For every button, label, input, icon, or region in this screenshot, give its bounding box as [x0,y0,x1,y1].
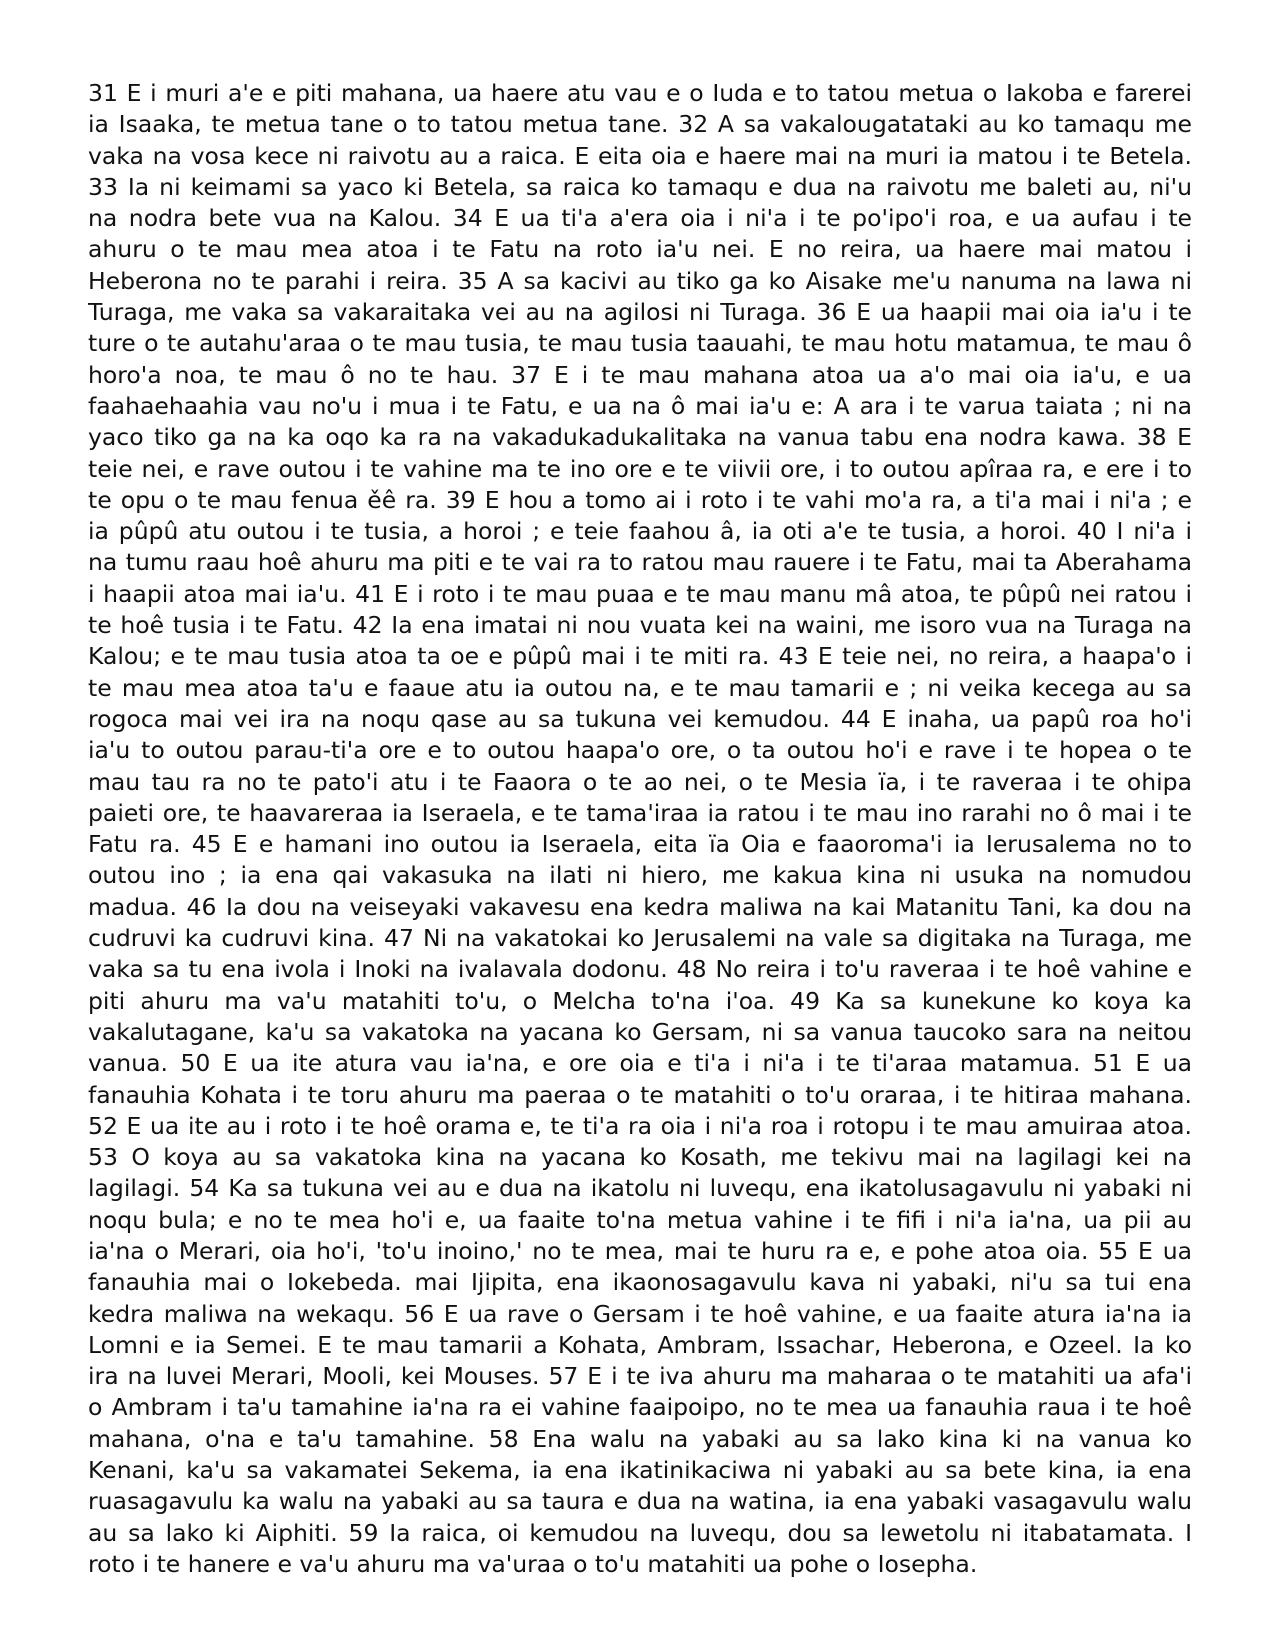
text-line: ia pûpû atu outou i te tusia, a horoi ; e teie faahou â, ia oti a'e te tusia, a horoi. 40 I ni'a i [88,517,1192,546]
text-line: lagilagi. 54 Ka sa tukuna vei au e dua na ikatolu ni luvequ, ena ikatolusagavulu ni yabaki ni [88,1174,1192,1203]
text-line: Kalou; e te mau tusia atoa ta oe e pûpû mai i te miti ra. 43 E teie nei, no reira, a haapa'o i [88,642,1192,671]
text-line: kedra maliwa na wekaqu. 56 E ua rave o Gersam i te hoê vahine, e ua faaite atura ia'na ia [88,1299,1192,1328]
text-line: outou ino ; ia ena qai vakasuka na ilati ni hiero, me kakua kina ni usuka na nomudou [88,861,1192,890]
text-line: au sa lako ki Aiphiti. 59 Ia raica, oi kemudou na luvequ, dou sa lewetolu ni itabatamata. I [88,1518,1192,1547]
text-line: Kenani, ka'u sa vakamatei Sekema, ia ena ikatinikaciwa ni yabaki au sa bete kina, ia ena [88,1456,1192,1485]
text-line: ruasagavulu ka walu na yabaki au sa taura e dua na watina, ia ena yabaki vasagavulu walu [88,1487,1192,1516]
text-line: noqu bula; e no te mea ho'i e, ua faaite to'na metua vahine i te fifi i ni'a ia'na, ua pii au [88,1205,1192,1234]
text-line: ia'na o Merari, oia ho'i, 'to'u inoino,' no te mea, mai te huru ra e, e pohe atoa oia. 55 E ua [88,1236,1192,1265]
text-line: 53 O koya au sa vakatoka kina na yacana ko Kosath, me tekivu mai na lagilagi kei na [88,1143,1192,1172]
text-line: te hoê tusia i te Fatu. 42 Ia ena imatai ni nou vuata kei na waini, me isoro vua na Turaga na [88,611,1192,640]
text-line: piti ahuru ma va'u matahiti to'u, o Melcha to'na i'oa. 49 Ka sa kunekune ko koya ka [88,986,1192,1015]
text-line: vakalutagane, ka'u sa vakatoka na yacana ko Gersam, ni sa vanua taucoko sara na neitou [88,1017,1192,1046]
text-line: Turaga, me vaka sa vakaraitaka vei au na agilosi ni Turaga. 36 E ua haapii mai oia ia'u i te [88,298,1192,327]
text-line: na tumu raau hoê ahuru ma piti e te vai ra to ratou mau rauere i te Fatu, mai ta Aberahama [88,548,1192,577]
text-line: roto i te hanere e va'u ahuru ma va'uraa o to'u matahiti ua pohe o Iosepha. [88,1549,978,1578]
text-line: rogoca mai vei ira na noqu qase au sa tukuna vei kemudou. 44 E inaha, ua papû roa ho'i [88,704,1192,733]
text-line: horo'a noa, te mau ô no te hau. 37 E i te mau mahana atoa ua a'o mai oia ia'u, e ua [88,360,1192,389]
text-line: madua. 46 Ia dou na veiseyaki vakavesu ena kedra maliwa na kai Matanitu Tani, ka dou na [88,892,1192,921]
text-line: ira na luvei Merari, Mooli, kei Mouses. 57 E i te iva ahuru ma maharaa o te matahiti ua afa'i [88,1362,1192,1391]
text-line: teie nei, e rave outou i te vahine ma te ino ore e te viivii ore, i to outou apîraa ra, e ere i to [88,454,1192,483]
text-line: Fatu ra. 45 E e hamani ino outou ia Iseraela, eita ïa Oia e faaoroma'i ia Ierusalema no to [88,830,1192,859]
text-line: 33 Ia ni keimami sa yaco ki Betela, sa raica ko tamaqu e dua na raivotu me baleti au, ni'u [88,172,1192,201]
text-line: o Ambram i ta'u tamahine ia'na ra ei vahine faaipoipo, no te mea ua fanauhia raua i te hoê [88,1393,1192,1422]
text-line: cudruvi ka cudruvi kina. 47 Ni na vakatokai ko Jerusalemi na vale sa digitaka na Turaga, me [88,924,1192,953]
text-line: ture o te autahu'araa o te mau tusia, te mau tusia taauahi, te mau hotu matamua, te mau ô [88,329,1192,358]
text-line: yaco tiko ga na ka oqo ka ra na vakadukadukalitaka na vanua tabu ena nodra kawa. 38 E [88,423,1192,452]
text-line: vaka na vosa kece ni raivotu au a raica. E eita oia e haere mai na muri ia matou i te Betela. [88,141,1192,170]
text-line: ia Isaaka, te metua tane o to tatou metua tane. 32 A sa vakalougatataki au ko tamaqu me [88,110,1192,139]
text-line: mau tau ra no te pato'i atu i te Faaora o te ao nei, o te Mesia ïa, i te raveraa i te ohipa [88,767,1192,796]
text-line: ia'u to outou parau-ti'a ore e to outou haapa'o ore, o ta outou ho'i e rave i te hopea o te [88,736,1192,765]
text-line: faahaehaahia vau no'u i mua i te Fatu, e ua na ô mai ia'u e: A ara i te varua taiata ; ni na [88,391,1192,420]
text-line: Lomni e ia Semei. E te mau tamarii a Kohata, Ambram, Issachar, Heberona, e Ozeel. Ia ko [88,1330,1192,1359]
text-line: vaka sa tu ena ivola i Inoki na ivalavala dodonu. 48 No reira i to'u raveraa i te hoê vahine e [88,955,1192,984]
text-line: i haapii atoa mai ia'u. 41 E i roto i te mau puaa e te mau manu mâ atoa, te pûpû nei ratou i [88,579,1192,608]
text-line: ahuru o te mau mea atoa i te Fatu na roto ia'u nei. E no reira, ua haere mai matou i [88,235,1192,264]
text-line: fanauhia mai o Iokebeda. mai Ijipita, ena ikaonosagavulu kava ni yabaki, ni'u sa tui ena [88,1268,1192,1297]
document-body [88,78,1192,1580]
text-line: na nodra bete vua na Kalou. 34 E ua ti'a a'era oia i ni'a i te po'ipo'i roa, e ua aufau i te [88,204,1192,233]
text-line: mahana, o'na e ta'u tamahine. 58 Ena walu na yabaki au sa lako kina ki na vanua ko [88,1424,1192,1453]
text-line: vanua. 50 E ua ite atura vau ia'na, e ore oia e ti'a i ni'a i te ti'araa matamua. 51 E ua [88,1049,1192,1078]
text-line: Heberona no te parahi i reira. 35 A sa kacivi au tiko ga ko Aisake me'u nanuma na lawa ni [88,266,1192,295]
text-line: te opu o te mau fenua ěê ra. 39 E hou a tomo ai i roto i te vahi mo'a ra, a ti'a mai i ni'a ; e [88,485,1192,514]
text-line: paieti ore, te haavareraa ia Iseraela, e te tama'iraa ia ratou i te mau ino rarahi no ô mai i te [88,798,1192,827]
text-line: 52 E ua ite au i roto i te hoê orama e, te ti'a ra oia i ni'a roa i rotopu i te mau amuiraa atoa. [88,1111,1192,1140]
text-line: te mau mea atoa ta'u e faaue atu ia outou na, e te mau tamarii e ; ni veika kecega au sa [88,673,1192,702]
text-line: 31 E i muri a'e e piti mahana, ua haere atu vau e o Iuda e to tatou metua o Iakoba e farerei [88,79,1192,107]
text-line: fanauhia Kohata i te toru ahuru ma paeraa o te matahiti o to'u oraraa, i te hitiraa mahana. [88,1080,1192,1109]
